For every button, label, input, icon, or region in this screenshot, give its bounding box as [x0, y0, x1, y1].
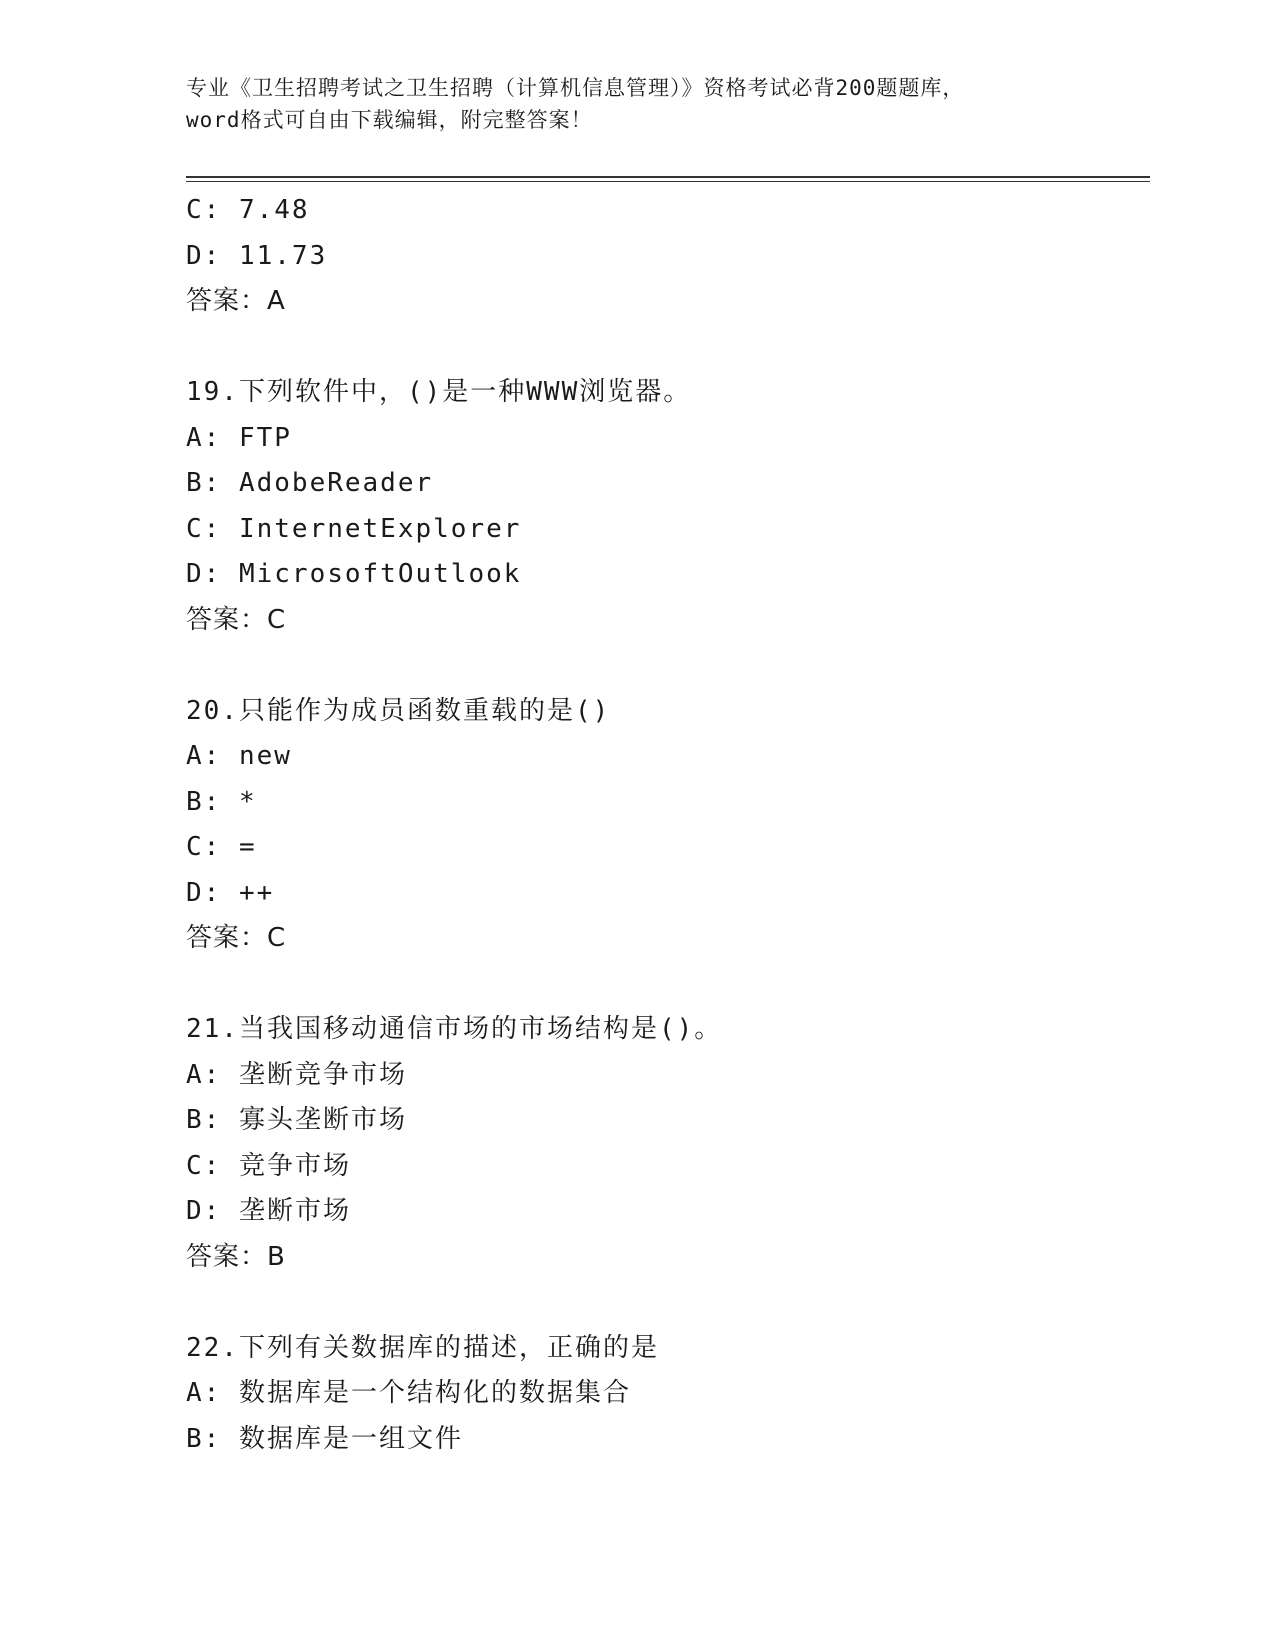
question-21: 21.当我国移动通信市场的市场结构是()。 — [186, 1014, 723, 1044]
spacer — [186, 962, 1146, 1008]
option-c: C: InternetExplorer — [186, 513, 522, 544]
question-content — [186, 188, 1146, 1462]
question-20: 20.只能作为成员函数重载的是() — [186, 695, 611, 726]
spacer — [186, 1280, 1146, 1326]
option-b: B: AdobeReader — [186, 468, 434, 498]
option-a: A: 数据库是一个结构化的数据集合 — [186, 1378, 631, 1408]
option-a: A: FTP — [186, 422, 292, 453]
option-b: B: * — [186, 786, 257, 817]
answer: 答案：B — [186, 1241, 286, 1272]
option-a: A: 垄断竞争市场 — [186, 1059, 407, 1090]
option-c: C: = — [186, 832, 257, 862]
spacer — [186, 325, 1146, 371]
answer: 答案：C — [186, 604, 287, 635]
option-c: C: 7.48 — [186, 195, 310, 225]
option-b: B: 数据库是一组文件 — [186, 1423, 463, 1454]
question-22: 22.下列有关数据库的描述，正确的是 — [186, 1332, 659, 1363]
option-b: B: 寡头垄断市场 — [186, 1105, 407, 1135]
option-a: A: new — [186, 741, 292, 771]
answer: 答案：C — [186, 923, 287, 953]
option-c: C: 竞争市场 — [186, 1150, 351, 1181]
header-divider-thin — [186, 181, 1150, 182]
question-19: 19.下列软件中，()是一种WWW浏览器。 — [186, 377, 692, 407]
option-d: D: 11.73 — [186, 240, 328, 271]
answer: 答案：A — [186, 286, 286, 316]
header-line-1: 专业《卫生招聘考试之卫生招聘（计算机信息管理）》资格考试必背200题题库， — [186, 76, 965, 100]
option-d: D: ++ — [186, 877, 275, 908]
header-divider-thick — [186, 176, 1150, 178]
header-line-2: word格式可自由下载编辑，附完整答案！ — [186, 108, 593, 132]
document-header — [186, 72, 1106, 136]
spacer — [186, 643, 1146, 689]
option-d: D: 垄断市场 — [186, 1196, 351, 1226]
option-d: D: MicrosoftOutlook — [186, 559, 522, 589]
